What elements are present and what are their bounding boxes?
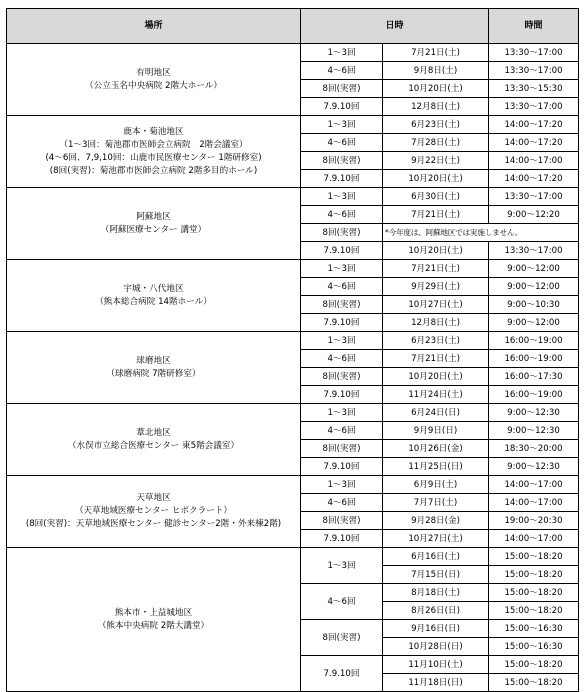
session-date: 8月18日(土) [383, 584, 489, 602]
session-label: 8回(実習) [301, 512, 383, 530]
session-time: 9:00～12:30 [489, 458, 579, 476]
session-label: 4～6回 [301, 494, 383, 512]
session-label: 4～6回 [301, 584, 383, 620]
session-date: 10月20日(土) [383, 170, 489, 188]
session-time: 9:00～12:20 [489, 206, 579, 224]
session-label: 1～3回 [301, 332, 383, 350]
session-time: 15:00～18:20 [489, 548, 579, 566]
session-time: 13:30～17:00 [489, 188, 579, 206]
session-time: 13:30～17:00 [489, 44, 579, 62]
session-time: 15:00～18:20 [489, 656, 579, 674]
session-time: 18:30～20:00 [489, 440, 579, 458]
session-date: 9月8日(土) [383, 62, 489, 80]
session-date: 6月23日(土) [383, 332, 489, 350]
session-date: 7月21日(土) [383, 44, 489, 62]
session-time: 15:00～18:20 [489, 674, 579, 692]
session-date: 6月9日(土) [383, 476, 489, 494]
region-name: 熊本市・上益城地区 [114, 607, 193, 618]
session-time: 16:00～17:30 [489, 368, 579, 386]
region-name: 鹿本・菊池地区 [123, 126, 184, 137]
session-label: 7.9.10回 [301, 530, 383, 548]
venue-line: （天草地域医療センター ヒポクラート） [74, 506, 233, 516]
session-label: 4～6回 [301, 422, 383, 440]
place-cell [7, 332, 301, 404]
session-date: 12月8日(土) [383, 314, 489, 332]
venue-line: （公立玉名中央病院 2階大ホール） [85, 80, 222, 91]
table-row [7, 188, 579, 206]
session-time: 13:30～17:00 [489, 242, 579, 260]
table-row [7, 476, 579, 494]
region-name: 有明地区 [136, 67, 171, 78]
venue-line: (8回(実習)：菊池郡市医師会立病院 2階多目的ホール) [49, 165, 258, 176]
session-time: 14:00～17:20 [489, 134, 579, 152]
venue-line: (4～6回、7,9,10回：山鹿市民医療センター 1階研修室) [45, 152, 262, 163]
session-date: 9月22日(土) [383, 152, 489, 170]
place-cell [7, 260, 301, 332]
session-time: 14:00～17:20 [489, 170, 579, 188]
session-label: 8回(実習) [301, 152, 383, 170]
session-label: 4～6回 [301, 206, 383, 224]
table-body [7, 44, 579, 692]
session-time: 16:00～19:00 [489, 350, 579, 368]
session-label: 8回(実習) [301, 620, 383, 656]
session-time: 9:00～10:30 [489, 296, 579, 314]
session-date: 7月21日(土) [383, 260, 489, 278]
session-date: 6月16日(土) [383, 548, 489, 566]
header-row [7, 9, 579, 44]
header-time: 時間 [489, 9, 579, 44]
region-name: 天草地区 [136, 493, 171, 503]
session-label: 8回(実習) [301, 368, 383, 386]
session-date: 10月27日(土) [383, 296, 489, 314]
session-label: 7.9.10回 [301, 98, 383, 116]
session-label: 8回(実習) [301, 80, 383, 98]
session-date: 10月27日(土) [383, 530, 489, 548]
place-cell [7, 548, 301, 692]
header-date: 日時 [301, 9, 489, 44]
session-label: 1～3回 [301, 404, 383, 422]
session-time: 14:00～17:20 [489, 116, 579, 134]
session-date: 7月21日(土) [383, 350, 489, 368]
table-row [7, 116, 579, 134]
session-date: 11月24日(土) [383, 386, 489, 404]
session-date: 11月10日(土) [383, 656, 489, 674]
session-date: 7月28日(土) [383, 134, 489, 152]
session-date: 9月9日(日) [383, 422, 489, 440]
session-label: 1～3回 [301, 260, 383, 278]
table-header [7, 9, 579, 44]
session-label: 4～6回 [301, 278, 383, 296]
session-time: 16:00～19:00 [489, 386, 579, 404]
venue-line: （球磨病院 7階研修室） [106, 368, 201, 379]
session-date: 12月8日(土) [383, 98, 489, 116]
session-time: 13:30～17:00 [489, 62, 579, 80]
session-time: 15:00～16:30 [489, 638, 579, 656]
session-time: 14:00～17:00 [489, 152, 579, 170]
session-label: 8回(実習) [301, 296, 383, 314]
session-time: 14:00～17:00 [489, 494, 579, 512]
session-label: 7.9.10回 [301, 314, 383, 332]
table-row [7, 404, 579, 422]
session-date: 9月16日(日) [383, 620, 489, 638]
session-label: 7.9.10回 [301, 458, 383, 476]
venue-line: (8回(実習)：天草地域医療センター 健診センター2階・外来棟2階) [25, 519, 282, 529]
session-time: 9:00～12:00 [489, 314, 579, 332]
place-cell [7, 44, 301, 116]
table-row [7, 44, 579, 62]
session-label: 7.9.10回 [301, 386, 383, 404]
place-cell [7, 404, 301, 476]
session-time: 9:00～12:00 [489, 260, 579, 278]
session-date: 7月21日(土) [383, 206, 489, 224]
session-label: 1～3回 [301, 116, 383, 134]
session-time: 9:00～12:30 [489, 404, 579, 422]
session-label: 1～3回 [301, 548, 383, 584]
session-time: 9:00～12:30 [489, 422, 579, 440]
venue-line: （水俣市立総合医療センター 東5階会議室） [67, 440, 240, 451]
session-time: 19:00～20:30 [489, 512, 579, 530]
session-time: 15:00～18:20 [489, 602, 579, 620]
session-time: 13:30～15:30 [489, 80, 579, 98]
session-time: 13:30～17:00 [489, 98, 579, 116]
session-label: 7.9.10回 [301, 656, 383, 692]
table-row [7, 332, 579, 350]
session-label: 1～3回 [301, 188, 383, 206]
session-label: 1～3回 [301, 476, 383, 494]
session-date: 10月26日(金) [383, 440, 489, 458]
region-name: 阿蘇地区 [136, 211, 171, 222]
session-date: 11月18日(日) [383, 674, 489, 692]
session-date: 11月25日(日) [383, 458, 489, 476]
session-date: 9月28日(金) [383, 512, 489, 530]
session-label: 4～6回 [301, 62, 383, 80]
table-row [7, 260, 579, 278]
place-cell [7, 476, 301, 548]
session-time: 15:00～18:20 [489, 584, 579, 602]
region-name: 葦北地区 [136, 427, 171, 438]
session-date: 9月29日(土) [383, 278, 489, 296]
schedule-table [6, 8, 579, 692]
session-time: 14:00～17:00 [489, 530, 579, 548]
session-label: 7.9.10回 [301, 170, 383, 188]
session-time: 15:00～16:30 [489, 620, 579, 638]
session-time: 15:00～18:20 [489, 566, 579, 584]
session-label: 8回(実習) [301, 224, 383, 242]
session-label: 7.9.10回 [301, 242, 383, 260]
table-row [7, 548, 579, 566]
venue-line: （熊本中央病院 2階大講堂） [97, 620, 210, 631]
header-place: 場所 [7, 9, 301, 44]
session-date: 10月20日(土) [383, 80, 489, 98]
venue-line: （阿蘇医療センター 講堂） [100, 224, 207, 235]
session-date: 10月28日(日) [383, 638, 489, 656]
session-date: 6月30日(土) [383, 188, 489, 206]
place-cell [7, 116, 301, 188]
session-time: 9:00～12:00 [489, 278, 579, 296]
session-label: 8回(実習) [301, 440, 383, 458]
region-name: 球磨地区 [136, 355, 171, 366]
session-note: *今年度は、阿蘇地区では実施しません。 [383, 224, 579, 242]
session-time: 16:00～19:00 [489, 332, 579, 350]
session-label: 1～3回 [301, 44, 383, 62]
session-date: 10月20日(土) [383, 242, 489, 260]
session-time: 14:00～17:00 [489, 476, 579, 494]
venue-line: （熊本総合病院 14階ホール） [95, 296, 212, 307]
venue-line: （1～3回：菊池郡市医師会立病院 2階会議室） [59, 139, 248, 150]
session-date: 6月23日(土) [383, 116, 489, 134]
region-name: 宇城・八代地区 [123, 283, 184, 294]
session-label: 4～6回 [301, 134, 383, 152]
session-date: 8月26日(日) [383, 602, 489, 620]
session-date: 6月24日(日) [383, 404, 489, 422]
session-date: 7月7日(土) [383, 494, 489, 512]
session-date: 7月15日(日) [383, 566, 489, 584]
place-cell [7, 188, 301, 260]
session-date: 10月20日(土) [383, 368, 489, 386]
session-label: 4～6回 [301, 350, 383, 368]
